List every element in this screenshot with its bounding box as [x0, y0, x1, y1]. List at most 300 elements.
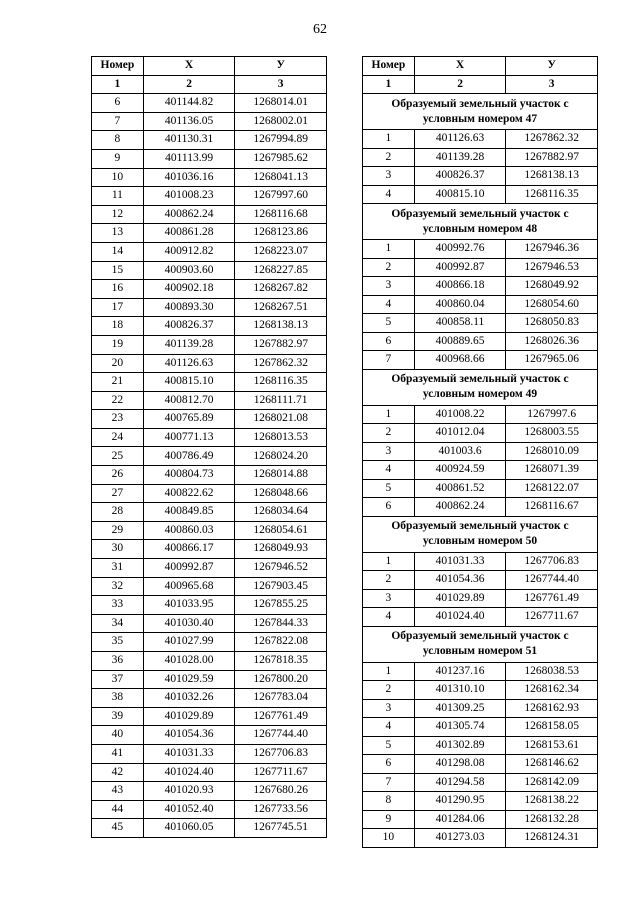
point-number: 25 — [92, 447, 144, 466]
table-row — [363, 829, 598, 848]
point-number: 7 — [92, 112, 144, 131]
point-number: 8 — [92, 131, 144, 150]
point-number: 45 — [92, 819, 144, 838]
point-number: 21 — [92, 373, 144, 392]
x-coordinate: 401060.05 — [143, 819, 235, 838]
table-row — [92, 187, 327, 206]
y-coordinate: 1267882.97 — [235, 335, 327, 354]
y-coordinate: 1268267.51 — [235, 298, 327, 317]
section-heading-row — [363, 626, 598, 662]
page-number: 62 — [313, 22, 327, 37]
table-row — [92, 484, 327, 503]
point-number: 41 — [92, 744, 144, 763]
table-row — [92, 819, 327, 838]
table-row — [363, 405, 598, 424]
y-coordinate: 1268010.09 — [506, 442, 598, 461]
x-coordinate: 401012.04 — [414, 424, 506, 443]
point-number: 44 — [92, 800, 144, 819]
y-coordinate: 1267997.60 — [235, 187, 327, 206]
point-number: 28 — [92, 503, 144, 522]
column-index: 1 — [363, 75, 415, 94]
x-coordinate: 400902.18 — [143, 280, 235, 299]
x-coordinate: 400826.37 — [414, 167, 506, 186]
table-row — [92, 633, 327, 652]
table-row — [92, 112, 327, 131]
y-coordinate: 1268116.67 — [506, 498, 598, 517]
point-number: 22 — [92, 391, 144, 410]
table-row — [363, 736, 598, 755]
table-row — [92, 447, 327, 466]
y-coordinate: 1268002.01 — [235, 112, 327, 131]
table-row — [363, 351, 598, 370]
y-coordinate: 1268054.61 — [235, 521, 327, 540]
table-row — [92, 428, 327, 447]
table-row — [92, 744, 327, 763]
point-number: 3 — [363, 442, 415, 461]
table-row — [363, 424, 598, 443]
y-coordinate: 1268162.93 — [506, 699, 598, 718]
y-coordinate: 1268054.60 — [506, 295, 598, 314]
table-row — [92, 261, 327, 280]
table-row — [363, 167, 598, 186]
point-number: 36 — [92, 652, 144, 671]
table-row — [363, 479, 598, 498]
point-number: 23 — [92, 410, 144, 429]
table-row — [92, 521, 327, 540]
y-coordinate: 1267711.67 — [235, 763, 327, 782]
x-coordinate: 400924.59 — [414, 461, 506, 480]
table-row — [92, 707, 327, 726]
column-index: 3 — [235, 75, 327, 94]
table-row — [92, 559, 327, 578]
y-coordinate: 1267822.08 — [235, 633, 327, 652]
x-coordinate: 401309.25 — [414, 699, 506, 718]
y-coordinate: 1267985.62 — [235, 149, 327, 168]
y-coordinate: 1267818.35 — [235, 652, 327, 671]
point-number: 27 — [92, 484, 144, 503]
x-coordinate: 401029.89 — [143, 707, 235, 726]
table-row — [363, 461, 598, 480]
table-row — [92, 168, 327, 187]
x-coordinate: 401027.99 — [143, 633, 235, 652]
table-row — [363, 240, 598, 259]
column-index: 3 — [506, 75, 598, 94]
section-title: Образуемый земельный участок с условным номером 47 — [363, 94, 598, 130]
section-title: Образуемый земельный участок с условным номером 50 — [363, 516, 598, 552]
table-row — [363, 295, 598, 314]
table-row — [92, 410, 327, 429]
point-number: 12 — [92, 205, 144, 224]
x-coordinate: 401024.40 — [414, 608, 506, 627]
table-row — [92, 726, 327, 745]
y-coordinate: 1268123.86 — [235, 224, 327, 243]
x-coordinate: 401054.36 — [143, 726, 235, 745]
x-coordinate: 401028.00 — [143, 652, 235, 671]
x-coordinate: 401032.26 — [143, 689, 235, 708]
x-coordinate: 401130.31 — [143, 131, 235, 150]
point-number: 6 — [363, 498, 415, 517]
point-number: 4 — [363, 461, 415, 480]
point-number: 43 — [92, 782, 144, 801]
y-coordinate: 1267855.25 — [235, 596, 327, 615]
x-coordinate: 400889.65 — [414, 332, 506, 351]
x-coordinate: 400861.28 — [143, 224, 235, 243]
point-number: 15 — [92, 261, 144, 280]
y-coordinate: 1268138.22 — [506, 792, 598, 811]
point-number: 5 — [363, 736, 415, 755]
x-coordinate: 400862.24 — [143, 205, 235, 224]
point-number: 9 — [92, 149, 144, 168]
table-row — [92, 652, 327, 671]
table-row — [363, 571, 598, 590]
section-heading-row — [363, 369, 598, 405]
x-coordinate: 401029.89 — [414, 589, 506, 608]
section-heading-row — [363, 94, 598, 130]
point-number: 3 — [363, 699, 415, 718]
column-header-y: У — [235, 57, 327, 76]
x-coordinate: 400771.13 — [143, 428, 235, 447]
table-row — [363, 258, 598, 277]
point-number: 3 — [363, 589, 415, 608]
y-coordinate: 1268146.62 — [506, 755, 598, 774]
y-coordinate: 1267783.04 — [235, 689, 327, 708]
column-index-row — [92, 75, 327, 94]
x-coordinate: 400965.68 — [143, 577, 235, 596]
table-row — [92, 466, 327, 485]
table-row — [92, 280, 327, 299]
table-row — [92, 131, 327, 150]
table-row — [92, 298, 327, 317]
point-number: 7 — [363, 351, 415, 370]
section-title: Образуемый земельный участок с условным номером 51 — [363, 626, 598, 662]
column-header-x: X — [143, 57, 235, 76]
x-coordinate: 400866.18 — [414, 277, 506, 296]
x-coordinate: 400804.73 — [143, 466, 235, 485]
column-header-number: Номер — [92, 57, 144, 76]
point-number: 5 — [363, 479, 415, 498]
table-row — [363, 773, 598, 792]
table-row — [363, 552, 598, 571]
header-row — [92, 57, 327, 76]
point-number: 39 — [92, 707, 144, 726]
table-row — [92, 242, 327, 261]
y-coordinate: 1267862.32 — [506, 130, 598, 149]
point-number: 2 — [363, 258, 415, 277]
table-row — [363, 589, 598, 608]
x-coordinate: 401273.03 — [414, 829, 506, 848]
x-coordinate: 400815.10 — [414, 185, 506, 204]
y-coordinate: 1268014.01 — [235, 94, 327, 113]
y-coordinate: 1267680.26 — [235, 782, 327, 801]
point-number: 29 — [92, 521, 144, 540]
y-coordinate: 1268116.35 — [506, 185, 598, 204]
x-coordinate: 401294.58 — [414, 773, 506, 792]
point-number: 1 — [363, 130, 415, 149]
table-row — [92, 596, 327, 615]
table-row — [363, 662, 598, 681]
x-coordinate: 400862.24 — [414, 498, 506, 517]
point-number: 34 — [92, 614, 144, 633]
point-number: 1 — [363, 662, 415, 681]
table-row — [363, 442, 598, 461]
y-coordinate: 1268013.53 — [235, 428, 327, 447]
point-number: 32 — [92, 577, 144, 596]
point-number: 10 — [363, 829, 415, 848]
table-row — [363, 718, 598, 737]
y-coordinate: 1268049.93 — [235, 540, 327, 559]
table-row — [363, 755, 598, 774]
x-coordinate: 400968.66 — [414, 351, 506, 370]
x-coordinate: 400992.76 — [414, 240, 506, 259]
x-coordinate: 400858.11 — [414, 314, 506, 333]
point-number: 4 — [363, 185, 415, 204]
y-coordinate: 1268071.39 — [506, 461, 598, 480]
table-row — [363, 699, 598, 718]
table-row — [363, 130, 598, 149]
point-number: 4 — [363, 608, 415, 627]
point-number: 6 — [363, 755, 415, 774]
column-index: 1 — [92, 75, 144, 94]
x-coordinate: 401052.40 — [143, 800, 235, 819]
x-coordinate: 401008.23 — [143, 187, 235, 206]
y-coordinate: 1268132.28 — [506, 810, 598, 829]
table-row — [92, 354, 327, 373]
x-coordinate: 400912.82 — [143, 242, 235, 261]
table-row — [92, 577, 327, 596]
y-coordinate: 1267733.56 — [235, 800, 327, 819]
table-row — [92, 335, 327, 354]
x-coordinate: 400903.60 — [143, 261, 235, 280]
table-row — [92, 373, 327, 392]
x-coordinate: 400860.03 — [143, 521, 235, 540]
point-number: 18 — [92, 317, 144, 336]
point-number: 14 — [92, 242, 144, 261]
point-number: 6 — [363, 332, 415, 351]
point-number: 37 — [92, 670, 144, 689]
y-coordinate: 1268024.20 — [235, 447, 327, 466]
point-number: 40 — [92, 726, 144, 745]
x-coordinate: 401305.74 — [414, 718, 506, 737]
x-coordinate: 401024.40 — [143, 763, 235, 782]
x-coordinate: 401020.93 — [143, 782, 235, 801]
point-number: 3 — [363, 277, 415, 296]
x-coordinate: 401237.16 — [414, 662, 506, 681]
table-row — [363, 314, 598, 333]
table-row — [363, 277, 598, 296]
table-row — [363, 681, 598, 700]
column-header-y: У — [506, 57, 598, 76]
x-coordinate: 401036.16 — [143, 168, 235, 187]
point-number: 4 — [363, 295, 415, 314]
point-number: 5 — [363, 314, 415, 333]
point-number: 2 — [363, 571, 415, 590]
x-coordinate: 400812.70 — [143, 391, 235, 410]
y-coordinate: 1268111.71 — [235, 391, 327, 410]
y-coordinate: 1267761.49 — [235, 707, 327, 726]
x-coordinate: 400860.04 — [414, 295, 506, 314]
table-row — [363, 185, 598, 204]
x-coordinate: 401033.95 — [143, 596, 235, 615]
x-coordinate: 401003.6 — [414, 442, 506, 461]
y-coordinate: 1268142.09 — [506, 773, 598, 792]
point-number: 2 — [363, 424, 415, 443]
point-number: 1 — [363, 552, 415, 571]
y-coordinate: 1268049.92 — [506, 277, 598, 296]
y-coordinate: 1267997.6 — [506, 405, 598, 424]
x-coordinate: 401031.33 — [414, 552, 506, 571]
x-coordinate: 400826.37 — [143, 317, 235, 336]
table-row — [363, 332, 598, 351]
table-row — [92, 800, 327, 819]
x-coordinate: 401139.28 — [414, 148, 506, 167]
y-coordinate: 1267761.49 — [506, 589, 598, 608]
point-number: 17 — [92, 298, 144, 317]
y-coordinate: 1268050.83 — [506, 314, 598, 333]
x-coordinate: 400992.87 — [143, 559, 235, 578]
x-coordinate: 400822.62 — [143, 484, 235, 503]
table-row — [363, 498, 598, 517]
table-row — [92, 670, 327, 689]
point-number: 2 — [363, 148, 415, 167]
point-number: 20 — [92, 354, 144, 373]
y-coordinate: 1267711.67 — [506, 608, 598, 627]
point-number: 35 — [92, 633, 144, 652]
point-number: 1 — [363, 405, 415, 424]
point-number: 19 — [92, 335, 144, 354]
table-row — [363, 148, 598, 167]
x-coordinate: 401126.63 — [143, 354, 235, 373]
y-coordinate: 1267744.40 — [235, 726, 327, 745]
point-number: 26 — [92, 466, 144, 485]
y-coordinate: 1267744.40 — [506, 571, 598, 590]
point-number: 6 — [92, 94, 144, 113]
point-number: 30 — [92, 540, 144, 559]
coordinates-table-left — [91, 56, 327, 838]
x-coordinate: 401290.95 — [414, 792, 506, 811]
x-coordinate: 401139.28 — [143, 335, 235, 354]
point-number: 31 — [92, 559, 144, 578]
y-coordinate: 1268034.64 — [235, 503, 327, 522]
point-number: 2 — [363, 681, 415, 700]
x-coordinate: 401031.33 — [143, 744, 235, 763]
point-number: 4 — [363, 718, 415, 737]
y-coordinate: 1268041.13 — [235, 168, 327, 187]
y-coordinate: 1268003.55 — [506, 424, 598, 443]
y-coordinate: 1267994.89 — [235, 131, 327, 150]
y-coordinate: 1268124.31 — [506, 829, 598, 848]
table-row — [92, 540, 327, 559]
header-row — [363, 57, 598, 76]
y-coordinate: 1267946.52 — [235, 559, 327, 578]
point-number: 7 — [363, 773, 415, 792]
point-number: 8 — [363, 792, 415, 811]
y-coordinate: 1268227.85 — [235, 261, 327, 280]
y-coordinate: 1267706.83 — [506, 552, 598, 571]
y-coordinate: 1267903.45 — [235, 577, 327, 596]
point-number: 42 — [92, 763, 144, 782]
x-coordinate: 401113.99 — [143, 149, 235, 168]
y-coordinate: 1268038.53 — [506, 662, 598, 681]
y-coordinate: 1268267.82 — [235, 280, 327, 299]
table-row — [363, 810, 598, 829]
x-coordinate: 400765.89 — [143, 410, 235, 429]
coordinates-table-right — [362, 56, 598, 848]
y-coordinate: 1268116.68 — [235, 205, 327, 224]
x-coordinate: 400893.30 — [143, 298, 235, 317]
table-row — [92, 763, 327, 782]
section-heading-row — [363, 204, 598, 240]
y-coordinate: 1268223.07 — [235, 242, 327, 261]
table-row — [92, 391, 327, 410]
table-row — [92, 782, 327, 801]
x-coordinate: 401310.10 — [414, 681, 506, 700]
y-coordinate: 1267946.53 — [506, 258, 598, 277]
table-row — [92, 205, 327, 224]
point-number: 13 — [92, 224, 144, 243]
table-row — [92, 149, 327, 168]
point-number: 10 — [92, 168, 144, 187]
x-coordinate: 400866.17 — [143, 540, 235, 559]
column-index: 2 — [143, 75, 235, 94]
y-coordinate: 1268153.61 — [506, 736, 598, 755]
y-coordinate: 1267882.97 — [506, 148, 598, 167]
table-row — [92, 224, 327, 243]
y-coordinate: 1268021.08 — [235, 410, 327, 429]
y-coordinate: 1267706.83 — [235, 744, 327, 763]
section-heading-row — [363, 516, 598, 552]
x-coordinate: 401030.40 — [143, 614, 235, 633]
x-coordinate: 400861.52 — [414, 479, 506, 498]
y-coordinate: 1267965.06 — [506, 351, 598, 370]
x-coordinate: 401029.59 — [143, 670, 235, 689]
x-coordinate: 401302.89 — [414, 736, 506, 755]
y-coordinate: 1267946.36 — [506, 240, 598, 259]
point-number: 16 — [92, 280, 144, 299]
y-coordinate: 1268116.35 — [235, 373, 327, 392]
y-coordinate: 1268014.88 — [235, 466, 327, 485]
x-coordinate: 401136.05 — [143, 112, 235, 131]
table-row — [92, 317, 327, 336]
section-title: Образуемый земельный участок с условным номером 48 — [363, 204, 598, 240]
y-coordinate: 1268162.34 — [506, 681, 598, 700]
table-row — [92, 689, 327, 708]
y-coordinate: 1267800.20 — [235, 670, 327, 689]
point-number: 24 — [92, 428, 144, 447]
table-row — [363, 792, 598, 811]
point-number: 1 — [363, 240, 415, 259]
x-coordinate: 401144.82 — [143, 94, 235, 113]
section-title: Образуемый земельный участок с условным номером 49 — [363, 369, 598, 405]
y-coordinate: 1267862.32 — [235, 354, 327, 373]
y-coordinate: 1268158.05 — [506, 718, 598, 737]
table-row — [363, 608, 598, 627]
table-row — [92, 614, 327, 633]
y-coordinate: 1268138.13 — [235, 317, 327, 336]
point-number: 33 — [92, 596, 144, 615]
point-number: 3 — [363, 167, 415, 186]
y-coordinate: 1267745.51 — [235, 819, 327, 838]
x-coordinate: 401284.06 — [414, 810, 506, 829]
y-coordinate: 1268138.13 — [506, 167, 598, 186]
table-row — [92, 94, 327, 113]
column-header-x: X — [414, 57, 506, 76]
column-index-row — [363, 75, 598, 94]
point-number: 38 — [92, 689, 144, 708]
x-coordinate: 401008.22 — [414, 405, 506, 424]
x-coordinate: 400815.10 — [143, 373, 235, 392]
x-coordinate: 401298.08 — [414, 755, 506, 774]
column-header-number: Номер — [363, 57, 415, 76]
